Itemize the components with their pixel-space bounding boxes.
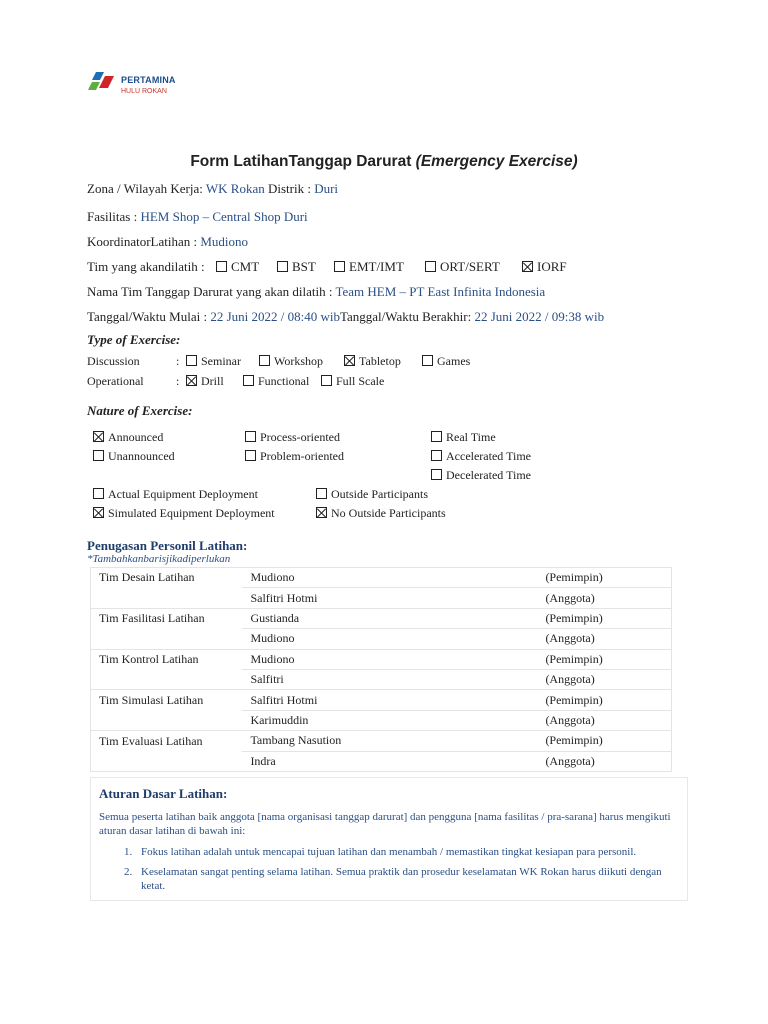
no-outside-participants-label: No Outside Participants [331,506,446,520]
table-row [91,669,672,689]
seminar-checkbox[interactable] [186,355,197,366]
name-cell: Mudiono [242,629,537,649]
table-row [91,568,672,588]
name-cell: Salfitri Hotmi [242,588,537,608]
games-label: Games [437,354,471,368]
discussion-label: Discussion [87,354,140,368]
nature-unannounced[interactable] [93,449,175,464]
name-cell: Karimuddin [242,710,537,730]
tim-cmt-label: CMT [231,259,260,274]
nature-announced[interactable] [93,430,163,445]
tanggal-line [87,309,604,325]
tim-option-cmt[interactable] [216,259,259,275]
discussion-option-tabletop[interactable] [344,354,401,369]
drill-label: Drill [201,374,224,388]
workshop-label: Workshop [274,354,324,368]
form-title [0,153,768,171]
role-cell: (Anggota) [537,669,671,689]
rules-list [99,845,677,893]
rules-intro: Semua peserta latihan baik anggota [nama organisasi tanggap darurat] dan pengguna [nama fasilitas / pra-sarana] harus mengikuti aturan dasar latihan di bawah ini: [99,811,671,837]
zona-value: WK Rokan [205,181,265,196]
company-logo [88,72,198,102]
role-cell: (Pemimpin) [537,568,671,588]
team-cell [91,588,243,608]
unannounced-label: Unannounced [108,449,175,463]
team-cell: Tim Desain Latihan [91,568,243,588]
role-cell: (Anggota) [537,629,671,649]
rules-box [90,777,688,901]
name-cell: Indra [242,751,537,771]
name-cell: Salfitri [242,669,537,689]
distrik-label: Distrik : [264,181,315,196]
discussion-option-seminar[interactable] [186,354,241,369]
koordinator-value: Mudiono [200,234,249,249]
tim-ort-label: ORT/SERT [440,259,500,274]
pertamina-logo-icon [88,72,118,96]
simulated-equipment-checkbox[interactable] [93,507,104,518]
nature-actual[interactable] [93,487,258,502]
table-row [91,588,672,608]
nature-problem[interactable] [245,449,344,464]
real-time-label: Real Time [446,430,496,444]
tim-line [87,259,205,275]
table-row [91,608,672,628]
table-row [91,690,672,710]
nature-process[interactable] [245,430,340,445]
nama-tim-label: Nama Tim Tanggap Darurat yang akan dilatih : [87,284,336,299]
role-cell: (Anggota) [537,588,671,608]
team-cell [91,751,243,771]
nature-accelerated[interactable] [431,449,531,464]
problem-label: Problem-oriented [260,449,344,463]
real-time-checkbox[interactable] [431,431,442,442]
workshop-checkbox[interactable] [259,355,270,366]
tanggal-akhir-value: 22 Juni 2022 / 09:38 wib [474,309,605,324]
fasilitas-label: Fasilitas : [87,209,141,224]
rules-heading: Aturan Dasar Latihan: [99,786,228,801]
table-row [91,731,672,751]
rules-item: 1. Fokus latihan adalah untuk mencapai tujuan latihan dan menambah / memastikan tingkat kesiapan para personil. [135,845,677,859]
accelerated-checkbox[interactable] [431,450,442,461]
koordinator-label: KoordinatorLatihan : [87,234,201,249]
team-cell [91,629,243,649]
tabletop-label: Tabletop [359,354,401,368]
functional-checkbox[interactable] [243,375,254,386]
seminar-label: Seminar [201,354,241,368]
koordinator-line [87,234,248,250]
nature-no-outside[interactable] [316,506,446,521]
zona-line [87,181,338,197]
form-title-main: Form LatihanTanggap Darurat [190,153,416,170]
discussion-colon: : [176,354,180,368]
accelerated-label: Accelerated Time [446,449,531,463]
decelerated-checkbox[interactable] [431,469,442,480]
role-cell: (Anggota) [537,751,671,771]
name-cell: Tambang Nasution [242,731,537,751]
tim-option-bst[interactable] [277,259,316,275]
discussion-option-workshop[interactable] [259,354,323,369]
drill-checkbox[interactable] [186,375,197,386]
fasilitas-line [87,209,308,225]
simulated-equipment-label: Simulated Equipment Deployment [108,506,275,520]
role-cell: (Anggota) [537,710,671,730]
nature-heading: Nature of Exercise: [87,403,193,418]
process-checkbox[interactable] [245,431,256,442]
announced-checkbox[interactable] [93,431,104,442]
distrik-value: Duri [314,181,339,196]
zona-label: Zona / Wilayah Kerja: [87,181,206,196]
name-cell: Mudiono [242,649,537,669]
personnel-note: *Tambahkanbarisjikadiperlukan [87,553,231,565]
personnel-table [90,567,672,772]
tanggal-mulai-value: 22 Juni 2022 / 08:40 wib [210,309,340,324]
team-cell: Tim Kontrol Latihan [91,649,243,669]
role-cell: (Pemimpin) [537,731,671,751]
outside-participants-label: Outside Participants [331,487,428,501]
decelerated-label: Decelerated Time [446,468,531,482]
no-outside-participants-checkbox[interactable] [316,507,327,518]
tim-cmt-checkbox[interactable] [216,261,227,272]
team-cell [91,710,243,730]
nature-simulated[interactable] [93,506,275,521]
operational-option-fullscale[interactable] [321,374,384,389]
tim-iorf-checkbox[interactable] [522,261,533,272]
tim-bst-label: BST [292,259,316,274]
team-cell: Tim Simulasi Latihan [91,690,243,710]
team-cell: Tim Fasilitasi Latihan [91,608,243,628]
unannounced-checkbox[interactable] [93,450,104,461]
tim-label: Tim yang akandilatih : [87,259,205,274]
outside-participants-checkbox[interactable] [316,488,327,499]
name-cell: Gustianda [242,608,537,628]
functional-label: Functional [258,374,310,388]
announced-label: Announced [108,430,164,444]
process-label: Process-oriented [260,430,340,444]
table-row [91,649,672,669]
tim-emt-checkbox[interactable] [334,261,345,272]
nama-tim-line [87,284,545,300]
nama-tim-value: Team HEM – PT East Infinita Indonesia [335,284,546,299]
nature-real[interactable] [431,430,496,445]
tanggal-mulai-label: Tanggal/Waktu Mulai : [87,309,211,324]
role-cell: (Pemimpin) [537,649,671,669]
name-cell: Salfitri Hotmi [242,690,537,710]
tim-option-emt[interactable] [334,259,404,275]
personnel-heading: Penugasan Personil Latihan: [87,538,248,553]
actual-equipment-label: Actual Equipment Deployment [108,487,258,501]
tim-option-ort[interactable] [425,259,500,275]
operational-option-drill[interactable] [186,374,224,389]
operational-colon: : [176,374,180,388]
fullscale-label: Full Scale [336,374,385,388]
logo-subtitle: HULU ROKAN [121,88,167,95]
tanggal-akhir-label: Tanggal/Waktu Berakhir: [339,309,475,324]
tim-ort-checkbox[interactable] [425,261,436,272]
nature-outside[interactable] [316,487,428,502]
operational-label: Operational [87,374,144,388]
operational-option-functional[interactable] [243,374,309,389]
tim-bst-checkbox[interactable] [277,261,288,272]
games-checkbox[interactable] [422,355,433,366]
team-cell [91,669,243,689]
table-row [91,710,672,730]
tim-option-iorf[interactable] [522,259,567,275]
role-cell: (Pemimpin) [537,608,671,628]
rules-item: 2. Keselamatan sangat penting selama latihan. Semua praktik dan prosedur keselamatan WK Rokan harus diikuti dengan ketat. [135,865,677,893]
type-heading: Type of Exercise: [87,332,181,347]
nature-decelerated[interactable] [431,468,531,483]
fullscale-checkbox[interactable] [321,375,332,386]
table-row [91,751,672,771]
form-title-italic: (Emergency Exercise) [415,153,578,170]
tim-emt-label: EMT/IMT [349,259,404,274]
fasilitas-value: HEM Shop – Central Shop Duri [140,209,308,224]
name-cell: Mudiono [242,568,537,588]
logo-name: PERTAMINA [121,75,176,85]
team-cell: Tim Evaluasi Latihan [91,731,243,751]
discussion-option-games[interactable] [422,354,470,369]
actual-equipment-checkbox[interactable] [93,488,104,499]
tabletop-checkbox[interactable] [344,355,355,366]
problem-checkbox[interactable] [245,450,256,461]
role-cell: (Pemimpin) [537,690,671,710]
tim-iorf-label: IORF [537,259,567,274]
table-row [91,629,672,649]
